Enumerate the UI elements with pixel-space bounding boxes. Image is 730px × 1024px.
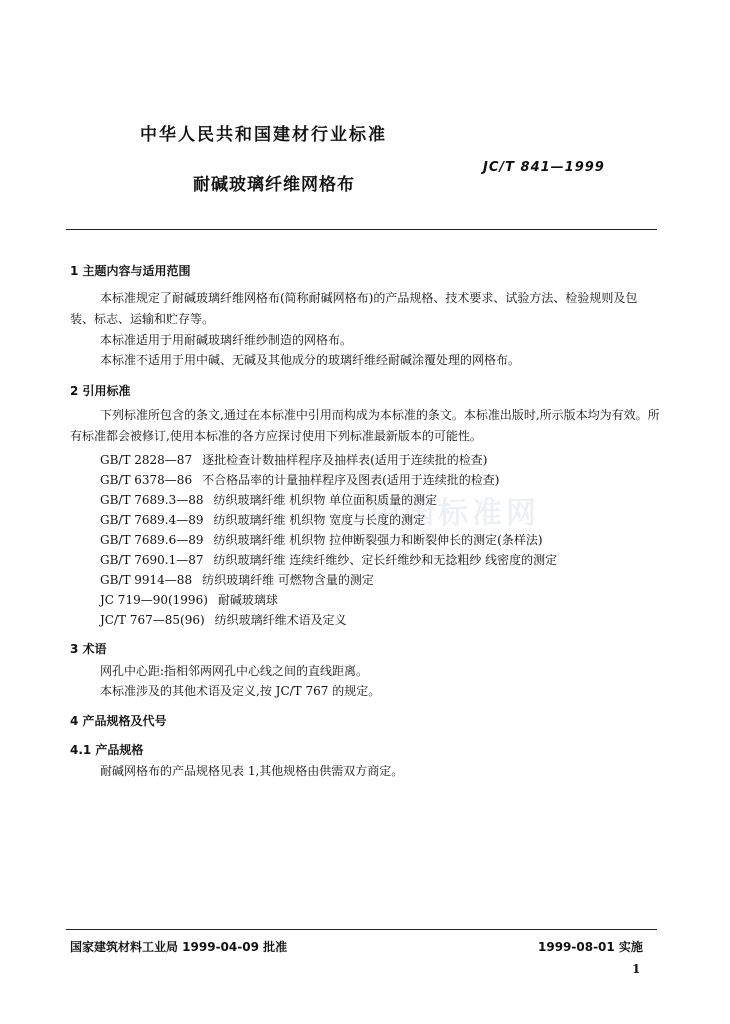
- header-divider: [66, 229, 657, 230]
- reference-title: 纺织玻璃纤维 机织物 单位面积质量的测定: [213, 493, 438, 507]
- reference-item: [100, 531, 543, 548]
- reference-item: [100, 491, 437, 508]
- section-2-heading: 2 引用标准: [70, 384, 131, 398]
- reference-code: GB/T 6378—86: [100, 473, 193, 487]
- effective-line: 1999-08-01 实施: [538, 940, 643, 954]
- section-2-intro: 下列标准所包含的条文,通过在本标准中引用而构成为本标准的条文。本标准出版时,所示版本均为有效。所有标准都会被修订,使用本标准的各方应探讨使用下列标准最新版本的可能性。: [70, 408, 660, 443]
- reference-item: [100, 451, 487, 468]
- section-4-1-heading: 4.1 产品规格: [70, 743, 144, 757]
- reference-title: 纺织玻璃纤维 连续纤维纱、定长纤维纱和无捻粗纱 线密度的测定: [213, 553, 558, 567]
- section-1-paragraph-3: 本标准不适用于用中碱、无碱及其他成分的玻璃纤维经耐碱涂覆处理的网格布。: [100, 353, 521, 367]
- reference-title: 纺织玻璃纤维 可燃物含量的测定: [202, 573, 374, 587]
- reference-item: [100, 471, 499, 488]
- section-4-1-paragraph: 耐碱网格布的产品规格见表 1,其他规格由供需双方商定。: [100, 764, 404, 778]
- reference-code: GB/T 7690.1—87: [100, 553, 204, 567]
- reference-item: [100, 591, 278, 608]
- reference-code: GB/T 2828—87: [100, 453, 193, 467]
- standard-number: JC/T 841—1999: [483, 160, 605, 175]
- reference-code: GB/T 7689.6—89: [100, 533, 204, 547]
- reference-code: JC 719—90(1996): [100, 593, 208, 607]
- section-1-paragraph-2: 本标准适用于用耐碱玻璃纤维纱制造的网格布。: [100, 333, 353, 347]
- reference-title: 耐碱玻璃球: [217, 593, 278, 607]
- approval-line: 国家建筑材料工业局 1999-04-09 批准: [70, 940, 288, 954]
- reference-code: GB/T 7689.4—89: [100, 513, 204, 527]
- reference-title: 纺织玻璃纤维 机织物 宽度与长度的测定: [213, 513, 426, 527]
- reference-item: [100, 611, 347, 628]
- section-1-heading: 1 主题内容与适用范围: [70, 264, 191, 278]
- reference-code: JC/T 767—85(96): [100, 613, 205, 627]
- watermark: 中国标准网: [370, 496, 540, 531]
- reference-title: 纺织玻璃纤维 机织物 拉伸断裂强力和断裂伸长的测定(条样法): [213, 533, 543, 547]
- page-number: 1: [632, 962, 641, 976]
- section-1-paragraph-1: 本标准规定了耐碱玻璃纤维网格布(简称耐碱网格布)的产品规格、技术要求、试验方法、检验规则及包装、标志、运输和贮存等。: [70, 291, 638, 326]
- reference-title: 不合格品率的计量抽样程序及图表(适用于连续批的检查): [202, 473, 500, 487]
- document-title: 耐碱玻璃纤维网格布: [193, 175, 355, 195]
- reference-title: 逐批检查计数抽样程序及抽样表(适用于连续批的检查): [202, 453, 488, 467]
- reference-item: [100, 511, 425, 528]
- reference-code: GB/T 7689.3—88: [100, 493, 204, 507]
- section-3-heading: 3 术语: [70, 642, 107, 656]
- reference-title: 纺织玻璃纤维术语及定义: [214, 613, 347, 627]
- reference-item: [100, 571, 374, 588]
- section-4-heading: 4 产品规格及代号: [70, 714, 167, 728]
- footer-divider: [66, 929, 657, 930]
- reference-item: [100, 551, 557, 568]
- reference-code: GB/T 9914—88: [100, 573, 193, 587]
- section-3-paragraph-2: 本标准涉及的其他术语及定义,按 JC/T 767 的规定。: [100, 684, 381, 698]
- org-standard-title: 中华人民共和国建材行业标准: [140, 125, 387, 145]
- section-3-paragraph-1: 网孔中心距:指相邻两网孔中心线之间的直线距离。: [100, 664, 369, 678]
